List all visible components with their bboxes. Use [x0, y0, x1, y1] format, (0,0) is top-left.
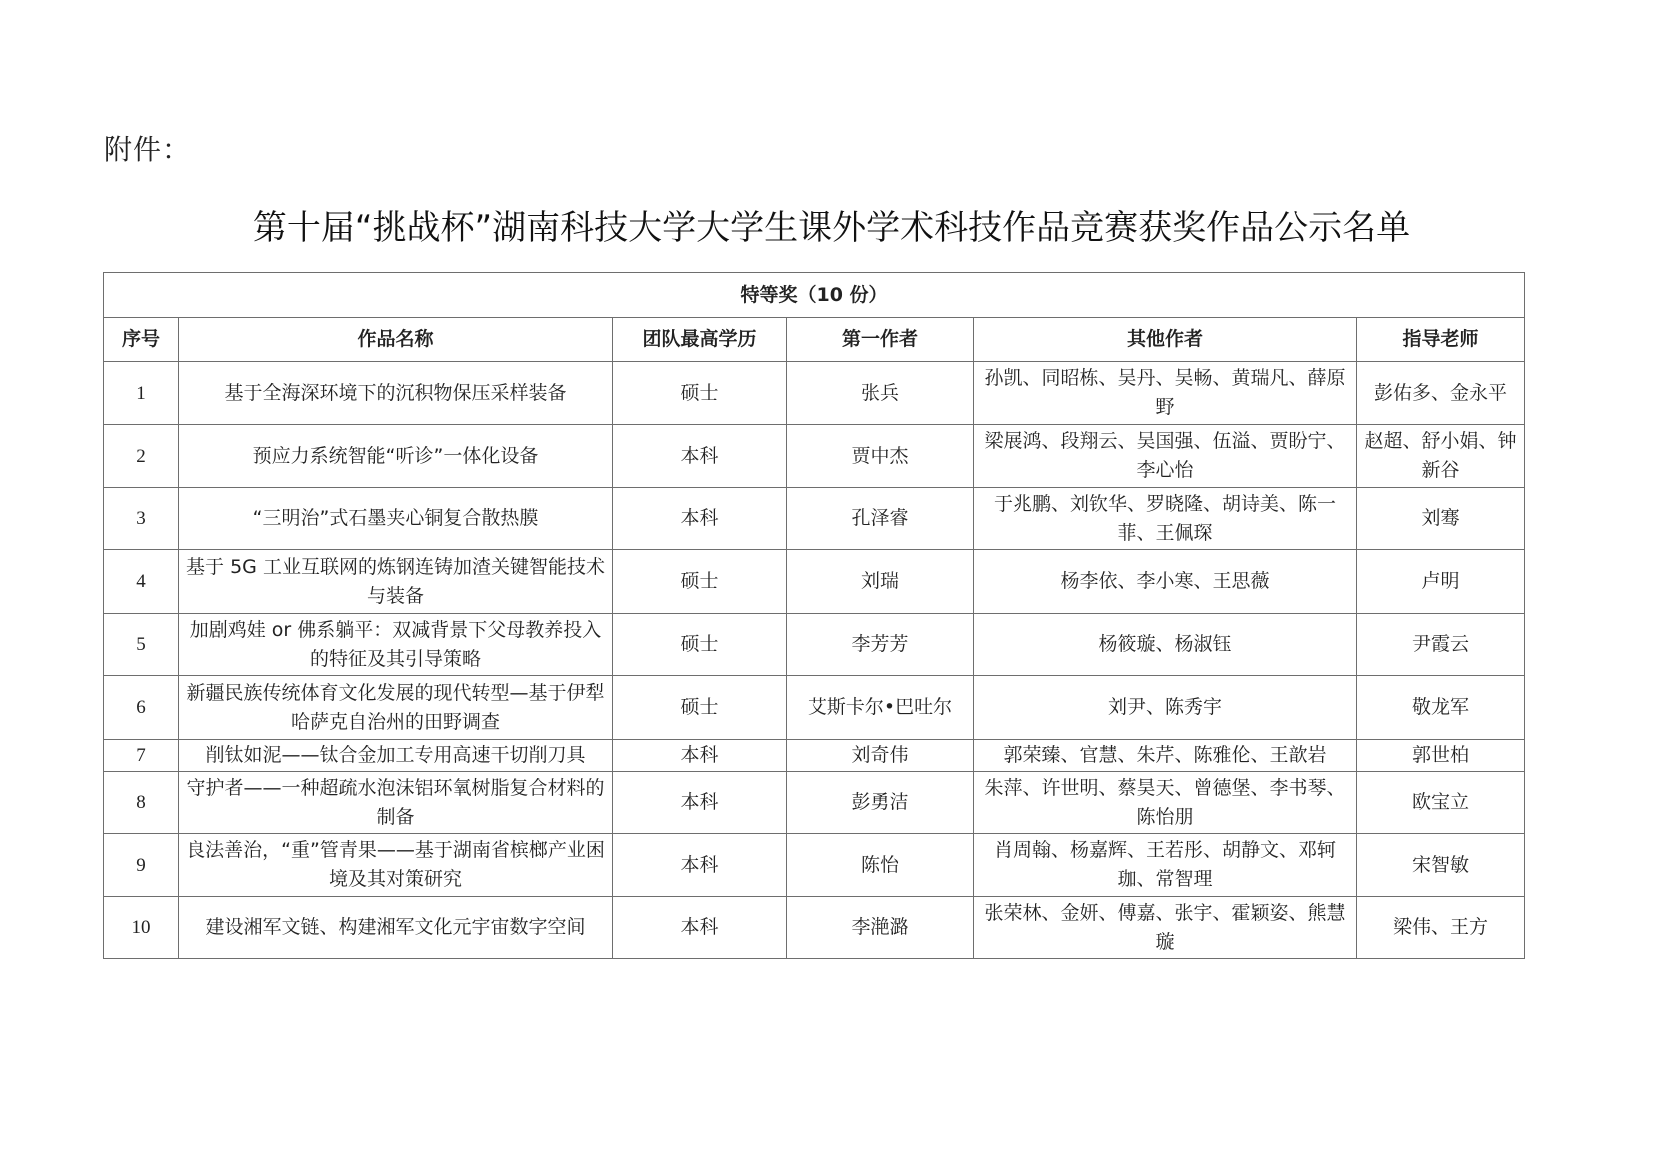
cell-index: 4: [104, 550, 179, 614]
cell-first-author: 刘瑞: [787, 550, 974, 614]
cell-name: 基于全海深环境下的沉积物保压采样装备: [179, 362, 613, 425]
column-header-name: 作品名称: [179, 318, 613, 362]
cell-advisor: 赵超、舒小娟、钟新谷: [1357, 425, 1525, 488]
page-title: 第十届“挑战杯”湖南科技大学大学生课外学术科技作品竞赛获奖作品公示名单: [252, 208, 1411, 248]
cell-name: 加剧鸡娃 or 佛系躺平：双减背景下父母教养投入的特征及其引导策略: [179, 614, 613, 676]
cell-index: 9: [104, 834, 179, 897]
cell-advisor: 宋智敏: [1357, 834, 1525, 897]
cell-index: 1: [104, 362, 179, 425]
cell-first-author: 李芳芳: [787, 614, 974, 676]
cell-first-author: 贾中杰: [787, 425, 974, 488]
cell-index: 2: [104, 425, 179, 488]
cell-advisor: 梁伟、王方: [1357, 897, 1525, 959]
cell-advisor: 敬龙军: [1357, 676, 1525, 740]
table-row: [104, 362, 1525, 425]
cell-name: 新疆民族传统体育文化发展的现代转型—基于伊犁哈萨克自治州的田野调查: [179, 676, 613, 740]
cell-first-author: 孔泽睿: [787, 488, 974, 550]
cell-index: 10: [104, 897, 179, 959]
cell-degree: 本科: [613, 834, 787, 897]
cell-name: 预应力系统智能“听诊”一体化设备: [179, 425, 613, 488]
cell-degree: 硕士: [613, 362, 787, 425]
cell-degree: 本科: [613, 740, 787, 772]
column-header-degree: 团队最高学历: [613, 318, 787, 362]
cell-advisor: 卢明: [1357, 550, 1525, 614]
cell-advisor: 刘骞: [1357, 488, 1525, 550]
cell-degree: 硕士: [613, 614, 787, 676]
cell-first-author: 刘奇伟: [787, 740, 974, 772]
table-row: [104, 897, 1525, 959]
award-table: [103, 272, 1525, 959]
cell-other-authors: 孙凯、同昭栋、吴丹、吴畅、黄瑞凡、薛原野: [974, 362, 1357, 425]
cell-first-author: 陈怡: [787, 834, 974, 897]
table-row: [104, 550, 1525, 614]
cell-first-author: 李滟潞: [787, 897, 974, 959]
column-header-other-authors: 其他作者: [974, 318, 1357, 362]
table-row: [104, 425, 1525, 488]
cell-name: 建设湘军文链、构建湘军文化元宇宙数字空间: [179, 897, 613, 959]
cell-index: 8: [104, 772, 179, 834]
cell-degree: 硕士: [613, 676, 787, 740]
cell-other-authors: 肖周翰、杨嘉辉、王若彤、胡静文、邓轲珈、常智理: [974, 834, 1357, 897]
cell-first-author: 张兵: [787, 362, 974, 425]
cell-other-authors: 刘尹、陈秀宇: [974, 676, 1357, 740]
column-header-first-author: 第一作者: [787, 318, 974, 362]
cell-name: 基于 5G 工业互联网的炼钢连铸加渣关键智能技术与装备: [179, 550, 613, 614]
cell-name: “三明治”式石墨夹心铜复合散热膜: [179, 488, 613, 550]
cell-other-authors: 杨李依、李小寒、王思薇: [974, 550, 1357, 614]
column-header-advisor: 指导老师: [1357, 318, 1525, 362]
table-row: [104, 676, 1525, 740]
cell-other-authors: 郭荣臻、官慧、朱芹、陈雅伦、王歆岩: [974, 740, 1357, 772]
cell-degree: 本科: [613, 897, 787, 959]
cell-degree: 本科: [613, 772, 787, 834]
column-header-index: 序号: [104, 318, 179, 362]
cell-name: 守护者——一种超疏水泡沫铝环氧树脂复合材料的制备: [179, 772, 613, 834]
cell-other-authors: 于兆鹏、刘钦华、罗晓隆、胡诗美、陈一菲、王佩琛: [974, 488, 1357, 550]
attachment-label: 附件：: [104, 133, 192, 166]
cell-other-authors: 朱萍、许世明、蔡昊天、曾德堡、李书琴、陈怡朋: [974, 772, 1357, 834]
cell-name: 良法善治，“重”管青果——基于湖南省槟榔产业困境及其对策研究: [179, 834, 613, 897]
cell-degree: 硕士: [613, 550, 787, 614]
cell-advisor: 欧宝立: [1357, 772, 1525, 834]
cell-degree: 本科: [613, 425, 787, 488]
cell-advisor: 彭佑多、金永平: [1357, 362, 1525, 425]
cell-index: 6: [104, 676, 179, 740]
cell-other-authors: 张荣林、金妍、傅嘉、张宇、霍颖姿、熊慧璇: [974, 897, 1357, 959]
cell-degree: 本科: [613, 488, 787, 550]
cell-advisor: 郭世柏: [1357, 740, 1525, 772]
cell-index: 3: [104, 488, 179, 550]
table-row: [104, 834, 1525, 897]
cell-other-authors: 杨筱璇、杨淑钰: [974, 614, 1357, 676]
section-title: 特等奖（10 份）: [104, 273, 1525, 318]
table-row: [104, 488, 1525, 550]
cell-first-author: 艾斯卡尔•巴吐尔: [787, 676, 974, 740]
cell-other-authors: 梁展鸿、段翔云、吴国强、伍溢、贾盼宁、李心怡: [974, 425, 1357, 488]
cell-first-author: 彭勇洁: [787, 772, 974, 834]
cell-advisor: 尹霞云: [1357, 614, 1525, 676]
cell-index: 7: [104, 740, 179, 772]
table-row: [104, 772, 1525, 834]
cell-index: 5: [104, 614, 179, 676]
table-row: [104, 740, 1525, 772]
table-row: [104, 614, 1525, 676]
cell-name: 削钛如泥——钛合金加工专用高速干切削刀具: [179, 740, 613, 772]
